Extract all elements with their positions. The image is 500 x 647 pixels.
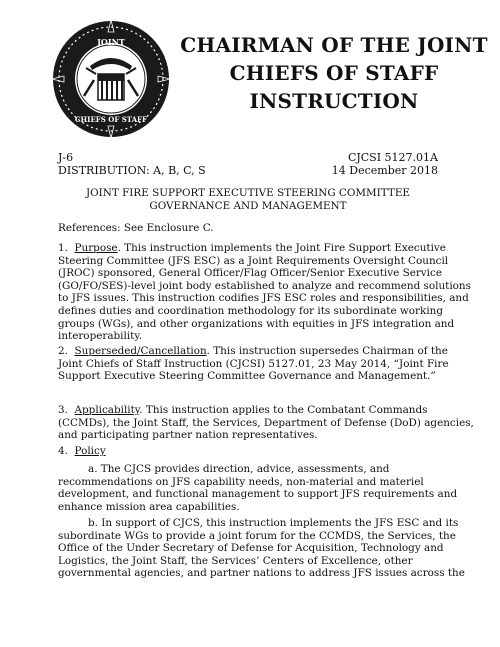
para-number: 1. [58,242,68,254]
references-text: References: See Enclosure C. [58,222,214,234]
para-heading-policy: Policy [74,445,106,457]
para-line: . This instruction implements the Joint Fire Support Executive [117,242,446,254]
para-line: (CCMDs), the Joint Staff, the Services, Department of Defense (DoD) agencies, [58,416,474,429]
para-line: . This instruction applies to the Combatant Commands [139,404,428,416]
para-line: Steering Committee (JFS ESC) as a Joint Requirements Oversight Council [58,254,449,267]
para-line: and participating partner nation representatives. [58,429,318,442]
svg-text:JOINT: JOINT [97,37,125,47]
para-line: (GO/FO/SES)-level joint body established to analyze and recommend solutions [58,279,471,292]
para-heading-superseded: Superseded/Cancellation [74,345,207,357]
para-line: recommendations on JFS capability needs, non-material and materiel [58,475,424,488]
paragraph-purpose [58,242,471,343]
para-line: . This instruction supersedes Chairman of the [206,345,448,357]
document-title [178,31,490,115]
paragraph-policy-a [58,463,458,513]
para-heading-applicability: Applicability [74,404,140,416]
meta-row-distribution [58,164,438,177]
para-line: groups (WGs), and other organizations with equities in JFS integration and [58,317,455,330]
para-number: 3. [58,404,68,416]
para-line: subordinate WGs to provide a joint forum for the CCMDS, the Services, the [58,529,456,542]
para-line: development, and functional management to support JFS requirements and [58,488,458,501]
references [58,222,444,235]
para-line: (JROC) sponsored, General Officer/Flag Officer/Senior Executive Service [58,267,442,280]
distribution: DISTRIBUTION: A, B, C, S [58,164,206,177]
para-line: interoperability. [58,330,143,343]
paragraph-policy-heading [58,445,444,458]
subject-line-1: JOINT FIRE SUPPORT EXECUTIVE STEERING COMMITTEE [85,187,410,199]
para-line: Logistics, the Joint Staff, the Services’ Centers of Excellence, other [58,554,413,567]
title-line-3: INSTRUCTION [249,89,419,113]
title-line-2: CHIEFS OF STAFF [229,61,439,85]
para-line: Joint Chiefs of Staff Instruction (CJCSI) 5127.01, 23 May 2014, “Joint Fire [58,357,449,370]
para-line: Office of the Under Secretary of Defense for Acquisition, Technology and [58,542,444,555]
meta-row-office [58,151,438,164]
para-line: a. The CJCS provides direction, advice, assessments, and [88,463,390,475]
para-number: 4. [58,445,68,457]
title-line-1: CHAIRMAN OF THE JOINT [180,33,488,57]
subject-line-2: GOVERNANCE AND MANAGEMENT [149,200,347,212]
para-number: 2. [58,345,68,357]
para-line: governmental agencies, and partner nations to address JFS issues across the [58,567,465,580]
paragraph-superseded [58,345,449,383]
para-line: enhance mission area capabilities. [58,500,240,513]
paragraph-applicability [58,404,474,442]
para-heading-purpose: Purpose [74,242,118,254]
document-number: CJCSI 5127.01A [347,151,438,164]
paragraph-policy-b [58,517,465,580]
para-line: Support Executive Steering Committee Governance and Management.” [58,370,436,383]
office-code: J-6 [58,151,74,164]
para-line: b. In support of CJCS, this instruction implements the JFS ESC and its [88,517,459,529]
para-line: defines duties and coordination methodology for its subordinate working [58,304,443,317]
document-date: 14 December 2018 [331,164,438,177]
jcs-seal-logo [50,18,172,140]
para-line: to JFS issues. This instruction codifies JFS ESC roles and responsibilities, and [58,292,469,305]
svg-text:CHIEFS OF STAFF: CHIEFS OF STAFF [74,115,148,124]
subject-heading [58,187,438,213]
